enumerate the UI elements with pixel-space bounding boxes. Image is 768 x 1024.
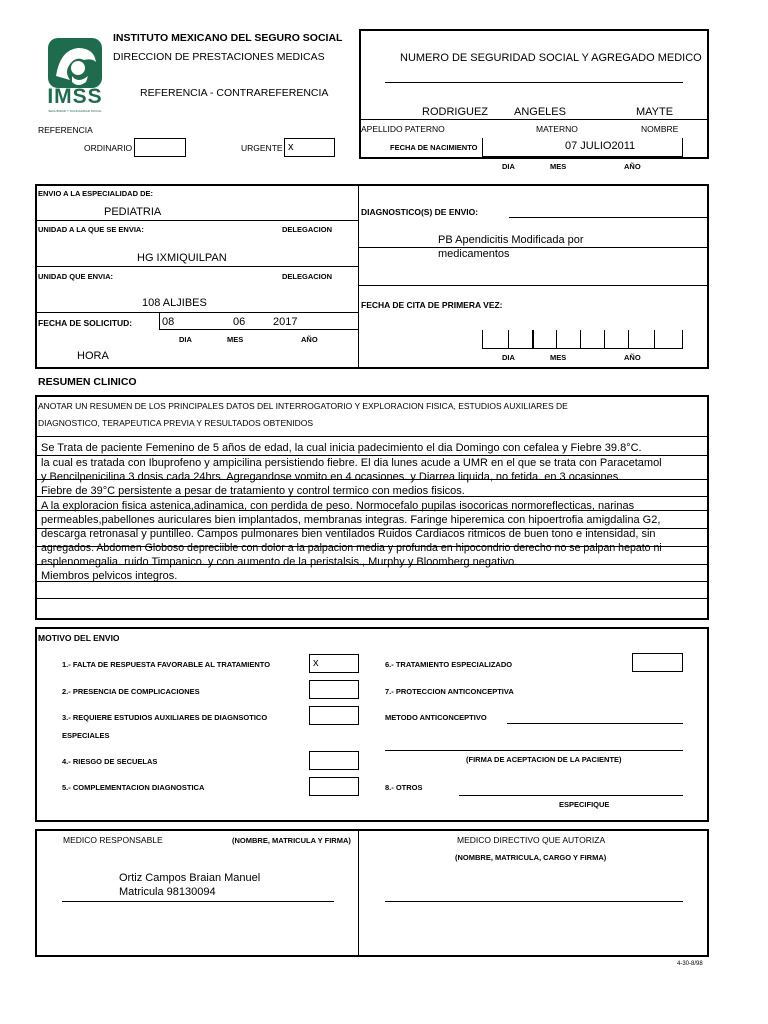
birth-year-label: AÑO: [624, 162, 641, 171]
ordinary-checkbox[interactable]: [134, 138, 186, 157]
birth-label: FECHA DE NACIMIENTO: [390, 143, 478, 152]
summary-title: RESUMEN CLINICO: [38, 376, 137, 388]
summary-line[interactable]: Miembros pelvicos integros.: [41, 570, 178, 582]
name-label: NOMBRE: [641, 124, 679, 134]
responsible-signature-line[interactable]: [62, 901, 334, 902]
ordinary-label: ORDINARIO: [84, 143, 133, 153]
responsible-hint: (NOMBRE, MATRICULA Y FIRMA): [232, 836, 351, 845]
dest-unit-label: UNIDAD A LA QUE SE ENVIA:: [38, 225, 144, 234]
reason-5-checkbox[interactable]: [309, 777, 359, 796]
request-date-field[interactable]: [159, 313, 358, 330]
summary-line[interactable]: A la exploracion fisica astenica,adinamica, con perdida de peso. Normocefalo pupilas isocoricas normoreflecticas, narinas: [41, 500, 635, 512]
birth-month-label: MES: [550, 162, 567, 171]
doctor-id[interactable]: Matricula 98130094: [119, 886, 216, 898]
request-day: 08: [162, 316, 175, 328]
request-day-label: DIA: [179, 335, 192, 344]
request-month-label: MES: [227, 335, 244, 344]
reason-5-label: 5.- COMPLEMENTACION DIAGNOSTICA: [62, 783, 205, 792]
reasons-title: MOTIVO DEL ENVIO: [38, 633, 120, 643]
other-line[interactable]: [459, 795, 683, 796]
reason-4-label: 4.- RIESGO DE SECUELAS: [62, 757, 158, 766]
logo-text: IMSS: [47, 85, 103, 108]
urgent-label: URGENTE: [241, 143, 283, 153]
signatures-divider: [358, 830, 359, 956]
reason-7-label: 7.- PROTECCION ANTICONCEPTIVA: [385, 687, 514, 696]
reason-4-checkbox[interactable]: [309, 751, 359, 770]
reasons-box: [35, 627, 709, 822]
director-label: MEDICO DIRECTIVO QUE AUTORIZA: [457, 835, 606, 845]
summary-rule: [36, 436, 708, 437]
appointment-label: FECHA DE CITA DE PRIMERA VEZ:: [361, 300, 503, 310]
origin-delegation-label: DELEGACION: [282, 272, 333, 281]
diagnosis-line-a: [359, 247, 708, 248]
paternal-surname[interactable]: RODRIGUEZ: [422, 106, 488, 118]
reason-6-checkbox[interactable]: [632, 653, 683, 672]
birth-day-label: DIA: [502, 162, 515, 171]
paternal-label: APELLIDO PATERNO: [361, 124, 445, 134]
reason-3-checkbox[interactable]: [309, 706, 359, 725]
director-signature-line[interactable]: [385, 901, 683, 902]
summary-instruction-1: ANOTAR UN RESUMEN DE LOS PRINCIPALES DATOS DEL INTERROGATORIO Y EXPLORACION FISICA, ESTUDIOS AUXILIARES DE: [38, 401, 568, 411]
responsible-label: MEDICO RESPONSABLE: [63, 835, 163, 845]
reason-2-checkbox[interactable]: [309, 680, 359, 699]
name-line: [361, 119, 707, 120]
diagnosis-line-1[interactable]: PB Apendicitis Modificada por: [438, 234, 584, 246]
specify-label: ESPECIFIQUE: [559, 800, 610, 809]
imss-logo: [42, 36, 108, 116]
logo-subtext: SEGURIDAD Y SOLIDARIDAD SOCIAL: [48, 109, 102, 113]
specialty-line: [36, 220, 358, 221]
dest-unit-value[interactable]: HG IXMIQUILPAN: [137, 252, 227, 264]
form-code: 4-30-8/98: [677, 961, 703, 967]
summary-line[interactable]: y Bencilpenicilina 3 dosis cada 24hrs. Agregandose vomito en 4 ocasiones. y Diarrea liquida, no fetida. en 3 ocasiones.: [41, 471, 622, 483]
origin-unit-value[interactable]: 108 ALJIBES: [142, 297, 207, 309]
appointment-month-label: MES: [550, 353, 567, 362]
reason-8-label: 8.- OTROS: [385, 783, 423, 792]
maternal-label: MATERNO: [536, 124, 578, 134]
birth-date-value: 07 JULIO2011: [565, 140, 636, 152]
request-month: 06: [233, 316, 246, 328]
summary-line[interactable]: agregados. Abdomen Globoso depreciible con dolor a la palpacion media y profunda en hipocondrio derecho no se palpan hepato ni: [41, 542, 662, 554]
appointment-year-label: AÑO: [624, 353, 641, 362]
patient-signature-label: (FIRMA DE ACEPTACION DE LA PACIENTE): [466, 755, 622, 764]
request-year: 2017: [273, 316, 298, 328]
urgent-checkbox[interactable]: x: [284, 138, 335, 157]
institute-name: INSTITUTO MEXICANO DEL SEGURO SOCIAL: [113, 32, 343, 44]
summary-line[interactable]: Fiebre de 39°C persistente a pesar de tratamiento y control termico con medios fisicos.: [41, 485, 465, 497]
dest-unit-line: [36, 266, 358, 267]
referral-label: REFERENCIA: [38, 125, 93, 135]
reason-1-checkbox[interactable]: x: [309, 654, 359, 673]
contraceptive-line[interactable]: [507, 723, 683, 724]
reason-2-label: 2.- PRESENCIA DE COMPLICACIONES: [62, 687, 200, 696]
request-year-label: AÑO: [301, 335, 318, 344]
reason-3-label: 3.- REQUIERE ESTUDIOS AUXILIARES DE DIAGNSOTICO: [62, 713, 268, 722]
appointment-day-label: DIA: [502, 353, 515, 362]
diagnosis-line-2[interactable]: medicamentos: [438, 248, 510, 260]
summary-line[interactable]: Se Trata de paciente Femenino de 5 años de edad, la cual inicia padecimiento el dia Domingo con cefalea y Fiebre 39.8°C.: [41, 442, 642, 454]
request-date-label: FECHA DE SOLICITUD:: [38, 318, 133, 328]
reason-1-label: 1.- FALTA DE RESPUESTA FAVORABLE AL TRATAMIENTO: [62, 660, 271, 669]
diagnosis-top-line: [509, 217, 707, 218]
origin-unit-label: UNIDAD QUE ENVIA:: [38, 272, 114, 281]
summary-line[interactable]: esplenomegalia. ruido Timpanico. y con aumento de la peristalsis., Murphy y Bloomberg negativo.: [41, 556, 518, 568]
summary-line[interactable]: la cual es tratada con Ibuprofeno y ampicilina persistiendo fiebre. El dia lunes acude a UMR en el que se trata con Paracetamol: [41, 457, 662, 469]
diagnosis-label: DIAGNOSTICO(S) DE ENVIO:: [361, 207, 479, 217]
nss-title: NUMERO DE SEGURIDAD SOCIAL Y AGREGADO MEDICO: [400, 52, 702, 64]
maternal-surname[interactable]: ANGELES: [514, 106, 566, 118]
summary-line[interactable]: permeables,pabellones auriculares bien implantados, membranas integras. Faringe hiperemica con hipoertrofia amigdalina G2,: [41, 514, 661, 526]
form-title: REFERENCIA - CONTRAREFERENCIA: [140, 87, 329, 99]
summary-rule: [36, 598, 708, 599]
dest-delegation-label: DELEGACION: [282, 225, 333, 234]
summary-rule: [36, 455, 708, 456]
first-name[interactable]: MAYTE: [636, 106, 674, 118]
patient-signature-line[interactable]: [385, 750, 683, 751]
contraceptive-label: METODO ANTICONCEPTIVO: [385, 713, 487, 722]
reason-3-label-cont: ESPECIALES: [62, 731, 110, 740]
director-hint: (NOMBRE, MATRICULA, CARGO Y FIRMA): [455, 853, 607, 862]
direction-name: DIRECCION DE PRESTACIONES MEDICAS: [113, 51, 325, 63]
appointment-date-field[interactable]: [482, 330, 683, 349]
diagnosis-line-b: [359, 285, 708, 286]
reason-6-label: 6.- TRATAMIENTO ESPECIALIZADO: [385, 660, 513, 669]
referral-divider: [358, 185, 359, 368]
hour-label: HORA: [77, 350, 109, 362]
specialty-value[interactable]: PEDIATRIA: [104, 206, 162, 218]
summary-instruction-2: DIAGNOSTICO, TERAPEUTICA PREVIA Y RESULTADOS OBTENIDOS: [38, 418, 314, 428]
specialty-label: ENVIO A LA ESPECIALIDAD DE:: [38, 189, 154, 198]
summary-line[interactable]: descarga retronasal y puntilleo. Campos pulmonares bien ventilados Ruidos Cardiacos ritmicos de buen tono e intensidad, sin: [41, 528, 656, 540]
nss-line: [385, 82, 683, 83]
doctor-name[interactable]: Ortiz Campos Braian Manuel: [119, 872, 261, 884]
